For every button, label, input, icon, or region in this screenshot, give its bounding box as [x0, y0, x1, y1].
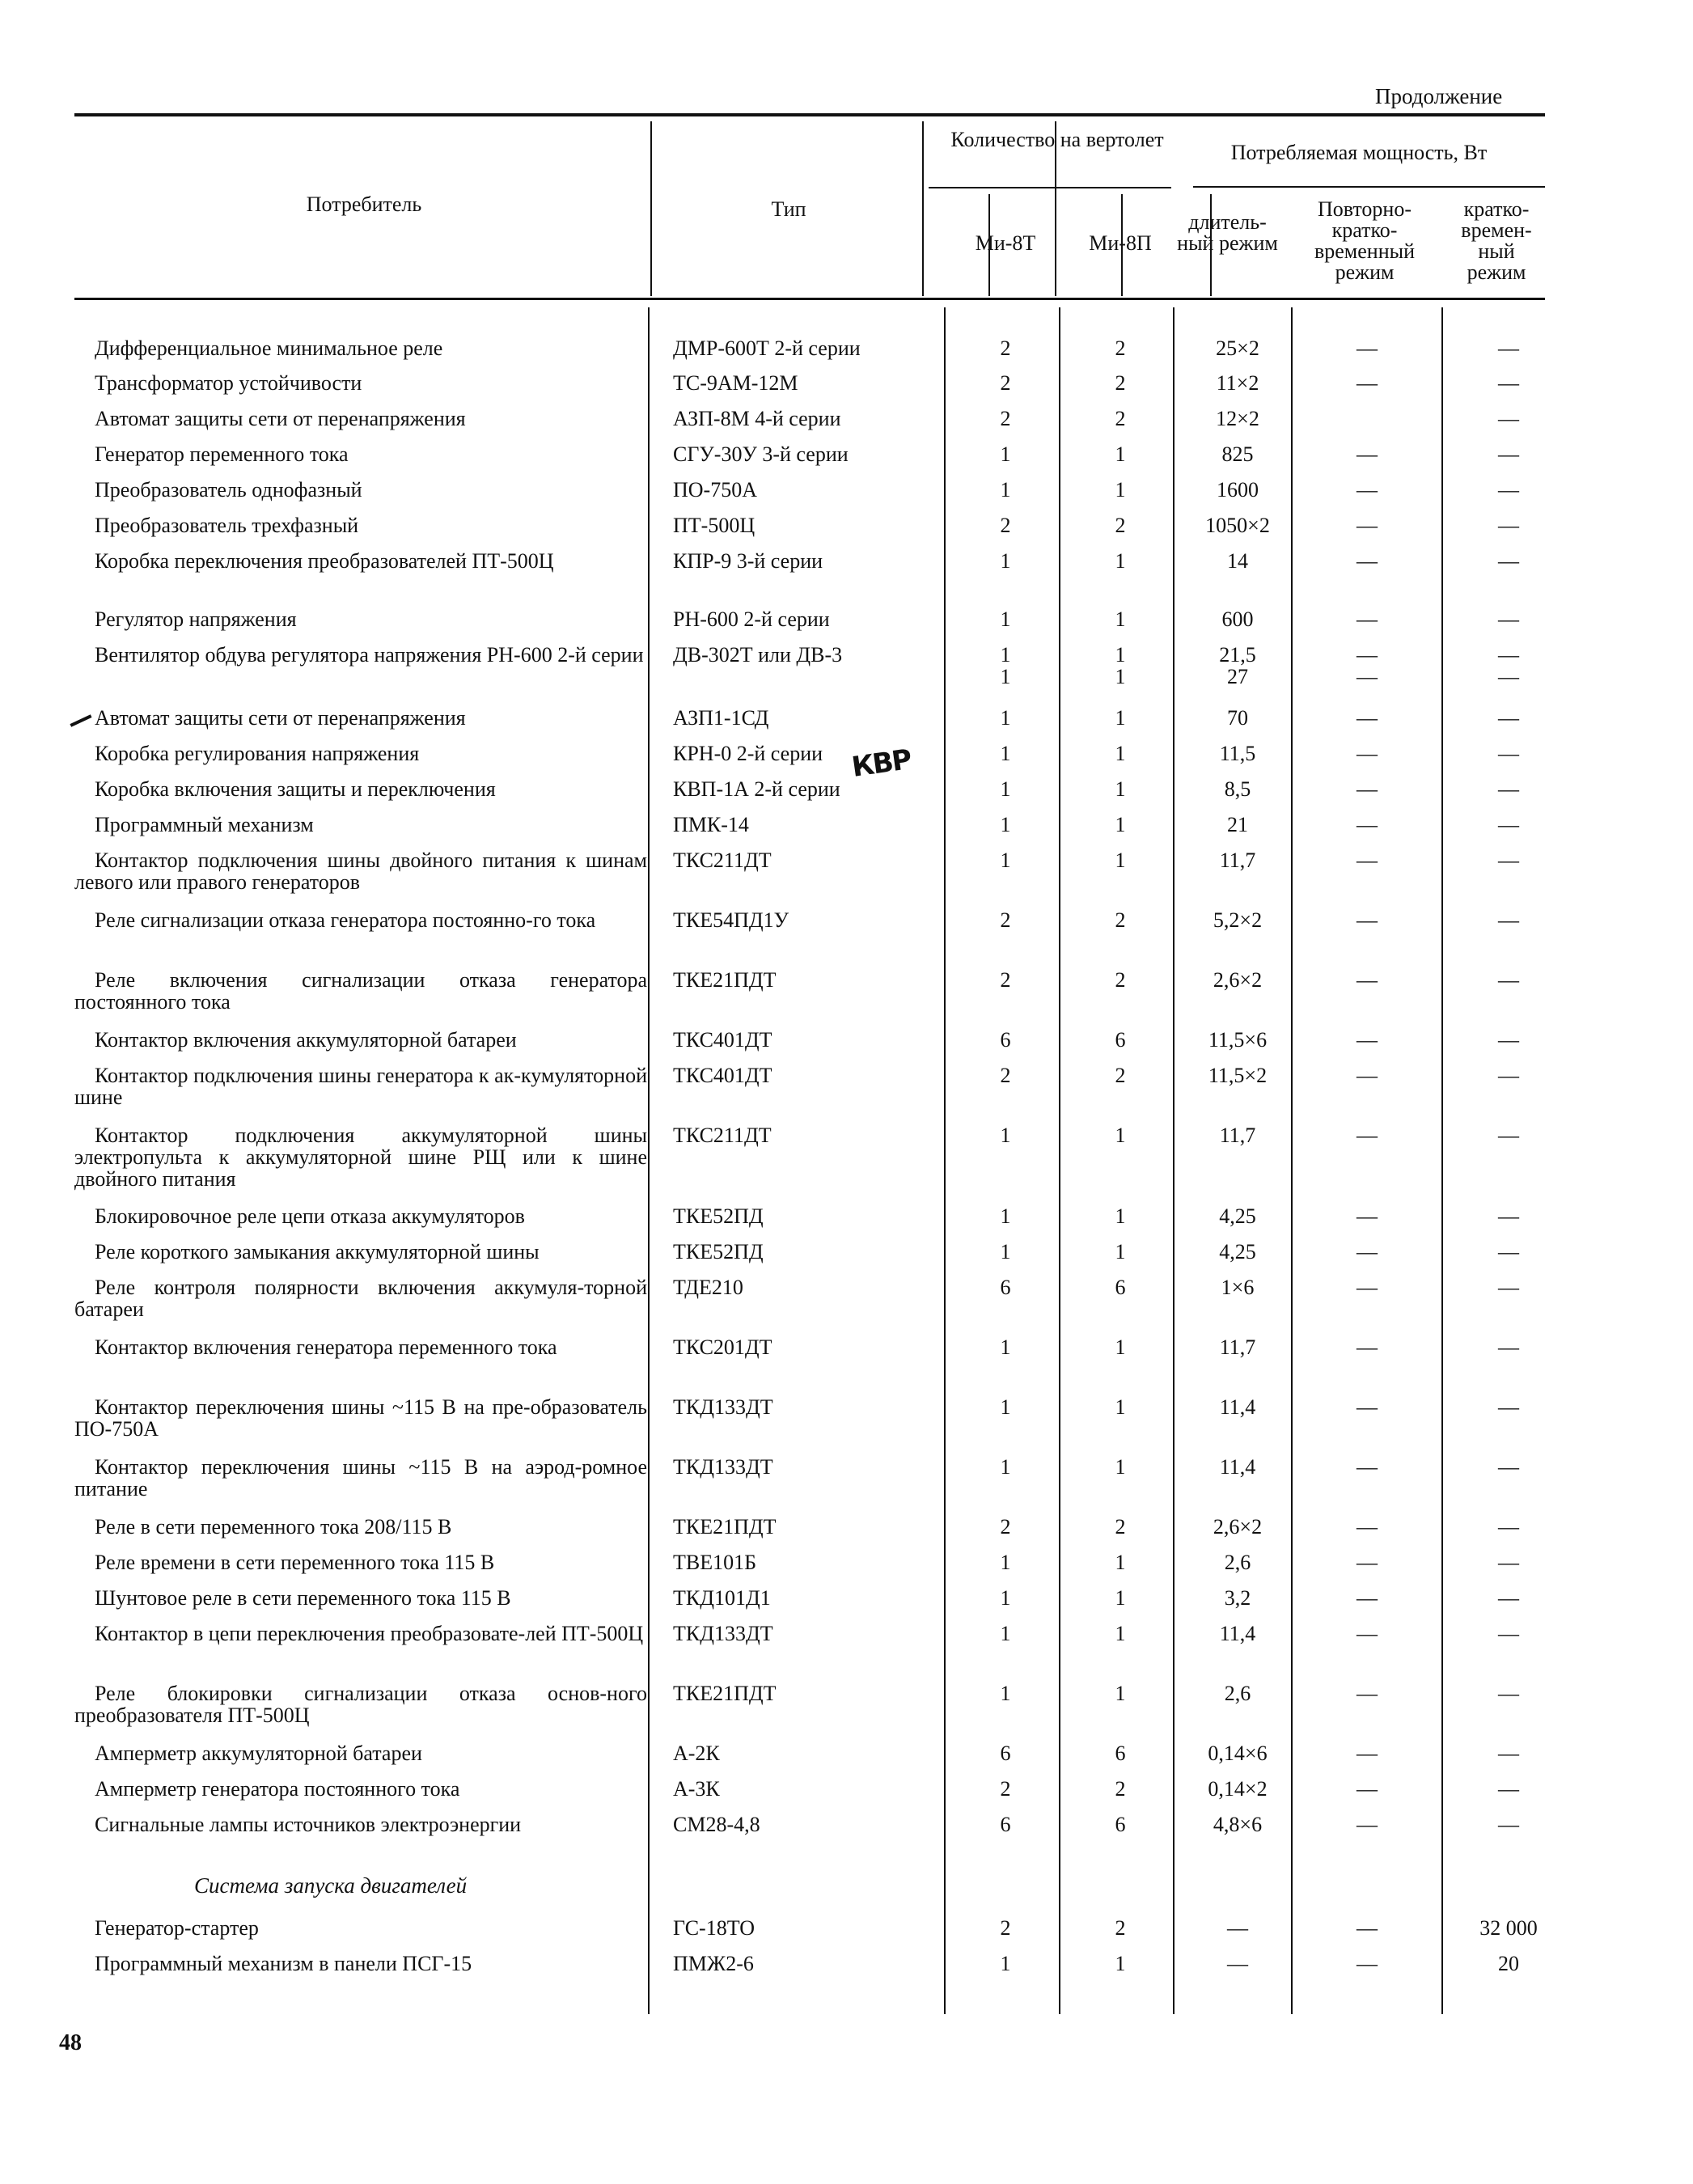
type-cell: ТКЕ52ПД	[673, 1240, 764, 1263]
table-top-rule	[74, 113, 1545, 116]
long-mode-power-cell: 11,5×2	[1208, 1064, 1268, 1087]
short-mode-power-cell: —	[1498, 1515, 1519, 1539]
short-mode-power-cell: —	[1498, 1064, 1519, 1087]
mi8p-count-cell: 1	[1115, 849, 1126, 872]
long-mode-power-cell: 2,6	[1224, 1551, 1251, 1574]
repeat-mode-power-cell: —	[1357, 1777, 1378, 1801]
long-mode-power-cell: 11,5×6	[1208, 1028, 1268, 1052]
short-mode-power-cell: —	[1498, 742, 1519, 765]
long-mode-power-cell: 4,8×6	[1213, 1813, 1263, 1836]
type-cell: ПМЖ2-6	[673, 1952, 754, 1975]
mi8t-count-cell: 1	[1000, 1240, 1011, 1263]
type-cell: ТКС211ДТ	[673, 849, 772, 872]
mi8t-count-cell: 1	[1000, 1586, 1011, 1610]
header-mi8p: Ми-8П	[1089, 231, 1152, 255]
long-mode-power-cell: —	[1227, 1952, 1248, 1975]
short-mode-power-cell: —	[1498, 407, 1519, 430]
long-mode-power-cell: 21	[1227, 813, 1248, 836]
consumer-cell: Реле в сети переменного тока 208/115 В	[95, 1515, 452, 1539]
consumer-cell: Вентилятор обдува регулятора напряжения РН-600 2-й серии	[95, 643, 644, 667]
short-mode-power-cell: —	[1498, 1335, 1519, 1359]
type-cell: ТС-9АМ-12М	[673, 371, 798, 395]
short-mode-power-cell: 20	[1498, 1952, 1519, 1975]
type-cell: ПМК-14	[673, 813, 749, 836]
type-cell: ДВ-302Т или ДВ-3	[673, 643, 843, 667]
long-mode-power-cell: 14	[1227, 549, 1248, 573]
repeat-mode-power-cell: —	[1357, 706, 1378, 730]
long-mode-power-cell: 1×6	[1221, 1276, 1255, 1299]
long-mode-power-cell: 11,4	[1219, 1395, 1256, 1419]
type-cell: ТКД133ДТ	[673, 1622, 773, 1645]
short-mode-power-cell: —	[1498, 849, 1519, 872]
long-mode-power-cell: 825	[1221, 442, 1254, 466]
long-mode-power-cell: 11,7	[1219, 1335, 1256, 1359]
short-mode-power-cell: —	[1498, 1813, 1519, 1836]
handwritten-note: КВР	[849, 743, 913, 784]
consumer-cell: Генератор-стартер	[95, 1916, 259, 1940]
mi8t-count-cell: 6	[1000, 1742, 1011, 1765]
table-header-bottom-rule	[74, 298, 1545, 300]
mi8p-count-cell: 2	[1115, 1916, 1126, 1940]
mi8p-count-cell: 2	[1115, 371, 1126, 395]
long-mode-power-cell: 11,4	[1219, 1622, 1256, 1645]
short-mode-power-cell: —	[1498, 442, 1519, 466]
long-mode-power-cell: 1050×2	[1205, 514, 1270, 537]
mi8p-count-cell: 1	[1115, 1124, 1126, 1147]
repeat-mode-power-cell: —	[1357, 1028, 1378, 1052]
mi8t-count-cell: 2	[1000, 908, 1011, 932]
repeat-mode-power-cell: —	[1357, 549, 1378, 573]
consumer-cell: Дифференциальное минимальное реле	[95, 336, 443, 360]
short-mode-power-cell: —	[1498, 908, 1519, 932]
consumer-cell: Сигнальные лампы источников электроэнергии	[95, 1813, 522, 1836]
repeat-mode-power-cell: —	[1357, 1204, 1378, 1228]
mi8t-count-cell: 1	[1000, 813, 1011, 836]
long-mode-power-cell: 11,7	[1219, 849, 1256, 872]
mi8p-count-cell: 1	[1115, 478, 1126, 502]
mi8t-count-cell: 1	[1000, 1204, 1011, 1228]
type-cell: ТКД133ДТ	[673, 1455, 773, 1479]
consumer-cell: Реле сигнализации отказа генератора постоянно-го тока	[95, 908, 596, 932]
consumer-cell: Регулятор напряжения	[95, 607, 297, 631]
repeat-mode-power-cell: —	[1357, 607, 1378, 631]
repeat-mode-power-cell: —	[1357, 1813, 1378, 1836]
short-mode-power-cell: —	[1498, 1276, 1519, 1299]
short-mode-power-cell: —	[1498, 1204, 1519, 1228]
mi8p-count-cell: 2	[1115, 968, 1126, 992]
short-mode-power-cell: —	[1498, 1622, 1519, 1645]
mi8t-count-cell: 2	[1000, 336, 1011, 360]
mi8t-count-cell: 1	[1000, 1952, 1011, 1975]
short-mode-power-cell: —	[1498, 514, 1519, 537]
mi8p-count-cell: 1	[1115, 549, 1126, 573]
mi8p-count-cell: 1	[1115, 1551, 1126, 1574]
type-cell: ТКЕ52ПД	[673, 1204, 764, 1228]
continued-label: Продолжение	[1375, 84, 1503, 108]
short-mode-power-cell: —	[1498, 1028, 1519, 1052]
consumer-cell: Коробка регулирования напряжения	[95, 742, 420, 765]
type-cell: ТКЕ54ПД1У	[673, 908, 789, 932]
consumer-cell: Контактор переключения шины ~115 В на аэрод-ромное питание	[74, 1455, 647, 1500]
mi8t-count-cell: 1 1	[1000, 643, 1011, 688]
type-cell: КРН-0 2-й серии	[673, 742, 823, 765]
long-mode-power-cell: 600	[1221, 607, 1254, 631]
header-long-mode: длитель-ный режим	[1177, 210, 1278, 255]
short-mode-power-cell: 32 000	[1479, 1916, 1538, 1940]
type-cell: РН-600 2-й серии	[673, 607, 830, 631]
mi8t-count-cell: 1	[1000, 442, 1011, 466]
mi8t-count-cell: 1	[1000, 1551, 1011, 1574]
repeat-mode-power-cell: —	[1357, 1064, 1378, 1087]
repeat-mode-power-cell: —	[1357, 1551, 1378, 1574]
type-cell: КПР-9 3-й серии	[673, 549, 823, 573]
mi8t-count-cell: 6	[1000, 1028, 1011, 1052]
repeat-mode-power-cell: —	[1357, 1916, 1378, 1940]
consumer-cell: Коробка переключения преобразователей ПТ-500Ц	[95, 549, 554, 573]
mi8p-count-cell: 1	[1115, 442, 1126, 466]
mi8t-count-cell: 2	[1000, 968, 1011, 992]
mi8t-count-cell: 1	[1000, 1395, 1011, 1419]
power-subheader-rule	[1193, 186, 1545, 188]
mi8p-count-cell: 1	[1115, 813, 1126, 836]
consumer-cell: Преобразователь трехфазный	[95, 514, 359, 537]
mi8t-count-cell: 2	[1000, 1064, 1011, 1087]
type-cell: КВП-1А 2-й серии	[673, 777, 840, 801]
mi8t-count-cell: 1	[1000, 777, 1011, 801]
consumer-cell: Реле времени в сети переменного тока 115 В	[95, 1551, 495, 1574]
header-mi8t: Ми-8Т	[975, 231, 1036, 255]
repeat-mode-power-cell: —	[1357, 1515, 1378, 1539]
long-mode-power-cell: 8,5	[1224, 777, 1251, 801]
mi8p-count-cell: 2	[1115, 336, 1126, 360]
short-mode-power-cell: —	[1498, 478, 1519, 502]
long-mode-power-cell: 2,6	[1224, 1682, 1251, 1705]
long-mode-power-cell: 21,5 27	[1219, 643, 1256, 688]
short-mode-power-cell: —	[1498, 549, 1519, 573]
short-mode-power-cell: —	[1498, 336, 1519, 360]
short-mode-power-cell: —	[1498, 1395, 1519, 1419]
mi8p-count-cell: 1	[1115, 777, 1126, 801]
mi8p-count-cell: 1	[1115, 1952, 1126, 1975]
mi8p-count-cell: 2	[1115, 1515, 1126, 1539]
consumer-cell: Контактор подключения аккумуляторной шины электропульта к аккумуляторной шине РЩ или к шине двойного питания	[74, 1124, 647, 1191]
repeat-mode-power-cell: —	[1357, 1240, 1378, 1263]
repeat-mode-power-cell: —	[1357, 1682, 1378, 1705]
mi8t-count-cell: 1	[1000, 742, 1011, 765]
repeat-mode-power-cell: —	[1357, 336, 1378, 360]
consumer-cell: Реле короткого замыкания аккумуляторной шины	[95, 1240, 540, 1263]
type-cell: ТКЕ21ПДТ	[673, 968, 777, 992]
header-quantity-group: Количество на вертолет	[950, 128, 1164, 151]
mi8p-count-cell: 1	[1115, 1240, 1126, 1263]
page-number: 48	[59, 2030, 82, 2055]
type-cell: ГС-18ТО	[673, 1916, 756, 1940]
repeat-mode-power-cell: —	[1357, 1335, 1378, 1359]
short-mode-power-cell: —	[1498, 813, 1519, 836]
consumer-cell: Программный механизм	[95, 813, 314, 836]
repeat-mode-power-cell: —	[1357, 908, 1378, 932]
repeat-mode-power-cell: —	[1357, 849, 1378, 872]
mi8t-count-cell: 2	[1000, 514, 1011, 537]
long-mode-power-cell: 0,14×2	[1208, 1777, 1268, 1801]
header-repeat-mode: Повторно-кратко-временный режим	[1314, 197, 1416, 284]
repeat-mode-power-cell: —	[1357, 1742, 1378, 1765]
header-short-mode: кратко-времен-ный режим	[1461, 197, 1532, 284]
mi8p-count-cell: 2	[1115, 1064, 1126, 1087]
consumer-cell: Автомат защиты сети от перенапряжения	[95, 706, 466, 730]
type-cell: АЗП-8М 4-й серии	[673, 407, 841, 430]
short-mode-power-cell: —	[1498, 1682, 1519, 1705]
mi8p-count-cell: 6	[1115, 1813, 1126, 1836]
long-mode-power-cell: 4,25	[1219, 1240, 1256, 1263]
type-cell: ТВЕ101Б	[673, 1551, 757, 1574]
consumer-cell: Программный механизм в панели ПСГ-15	[95, 1952, 472, 1975]
quantity-subheader-rule	[929, 187, 1171, 188]
type-cell: ТДЕ210	[673, 1276, 743, 1299]
mi8t-count-cell: 1	[1000, 607, 1011, 631]
long-mode-power-cell: 11,7	[1219, 1124, 1256, 1147]
mi8t-count-cell: 1	[1000, 1622, 1011, 1645]
consumer-cell: Контактор подключения шины генератора к ак-кумуляторной шине	[74, 1064, 647, 1109]
long-mode-power-cell: 1600	[1217, 478, 1259, 502]
repeat-mode-power-cell: —	[1357, 478, 1378, 502]
section-title: Система запуска двигателей	[194, 1873, 468, 1898]
short-mode-power-cell: —	[1498, 1124, 1519, 1147]
repeat-mode-power-cell: —	[1357, 1276, 1378, 1299]
short-mode-power-cell: —	[1498, 607, 1519, 631]
long-mode-power-cell: 12×2	[1216, 407, 1259, 430]
consumer-cell: Генератор переменного тока	[95, 442, 349, 466]
repeat-mode-power-cell: —	[1357, 1622, 1378, 1645]
mi8t-count-cell: 1	[1000, 706, 1011, 730]
long-mode-power-cell: 25×2	[1216, 336, 1259, 360]
repeat-mode-power-cell: —	[1357, 813, 1378, 836]
mi8p-count-cell: 2	[1115, 514, 1126, 537]
long-mode-power-cell: 11,4	[1219, 1455, 1256, 1479]
consumer-cell: Блокировочное реле цепи отказа аккумуляторов	[95, 1204, 525, 1228]
long-mode-power-cell: 70	[1227, 706, 1248, 730]
mi8t-count-cell: 1	[1000, 1682, 1011, 1705]
type-cell: АЗП1-1СД	[673, 706, 769, 730]
mi8t-count-cell: 2	[1000, 1515, 1011, 1539]
mi8p-count-cell: 2	[1115, 1777, 1126, 1801]
mi8p-count-cell: 1	[1115, 706, 1126, 730]
repeat-mode-power-cell: —	[1357, 442, 1378, 466]
type-cell: А-2К	[673, 1742, 720, 1765]
repeat-mode-power-cell: —	[1357, 371, 1378, 395]
long-mode-power-cell: 5,2×2	[1213, 908, 1263, 932]
long-mode-power-cell: 11×2	[1216, 371, 1259, 395]
mi8p-count-cell: 1	[1115, 1335, 1126, 1359]
type-cell: ТКЕ21ПДТ	[673, 1682, 777, 1705]
mi8t-count-cell: 1	[1000, 478, 1011, 502]
consumer-cell: Амперметр генератора постоянного тока	[95, 1777, 460, 1801]
mi8p-count-cell: 1	[1115, 1682, 1126, 1705]
long-mode-power-cell: 0,14×6	[1208, 1742, 1268, 1765]
mi8p-count-cell: 1	[1115, 1395, 1126, 1419]
consumer-cell: Реле блокировки сигнализации отказа основ-ного преобразователя ПТ-500Ц	[74, 1682, 647, 1727]
consumer-cell: Контактор включения генератора переменного тока	[95, 1335, 557, 1359]
short-mode-power-cell: —	[1498, 1240, 1519, 1263]
repeat-mode-power-cell: — —	[1357, 643, 1378, 688]
consumer-cell: Автомат защиты сети от перенапряжения	[95, 407, 466, 430]
short-mode-power-cell: —	[1498, 706, 1519, 730]
short-mode-power-cell: —	[1498, 1551, 1519, 1574]
type-cell: ТКС401ДТ	[673, 1064, 772, 1087]
short-mode-power-cell: —	[1498, 1777, 1519, 1801]
type-cell: ПО-750А	[673, 478, 757, 502]
short-mode-power-cell: —	[1498, 1586, 1519, 1610]
short-mode-power-cell: —	[1498, 777, 1519, 801]
long-mode-power-cell: 2,6×2	[1213, 968, 1263, 992]
long-mode-power-cell: 11,5	[1219, 742, 1256, 765]
mi8t-count-cell: 6	[1000, 1276, 1011, 1299]
mi8p-count-cell: 1	[1115, 1586, 1126, 1610]
mi8p-count-cell: 1 1	[1115, 643, 1126, 688]
short-mode-power-cell: —	[1498, 1742, 1519, 1765]
mi8t-count-cell: 1	[1000, 1455, 1011, 1479]
header-consumer: Потребитель	[306, 193, 422, 216]
mi8p-count-cell: 6	[1115, 1276, 1126, 1299]
header-type: Тип	[771, 197, 806, 221]
long-mode-power-cell: 3,2	[1224, 1586, 1251, 1610]
header-power-group: Потребляемая мощность, Вт	[1230, 141, 1488, 164]
mi8t-count-cell: 6	[1000, 1813, 1011, 1836]
mi8t-count-cell: 2	[1000, 371, 1011, 395]
repeat-mode-power-cell: —	[1357, 1395, 1378, 1419]
repeat-mode-power-cell: —	[1357, 742, 1378, 765]
repeat-mode-power-cell: —	[1357, 1952, 1378, 1975]
mi8p-count-cell: 1	[1115, 1455, 1126, 1479]
repeat-mode-power-cell: —	[1357, 1124, 1378, 1147]
type-cell: СГУ-30У 3-й серии	[673, 442, 849, 466]
long-mode-power-cell: —	[1227, 1916, 1248, 1940]
short-mode-power-cell: — —	[1498, 643, 1519, 688]
consumer-cell: Контактор включения аккумуляторной батареи	[95, 1028, 517, 1052]
mi8p-count-cell: 2	[1115, 908, 1126, 932]
consumer-cell: Коробка включения защиты и переключения	[95, 777, 496, 801]
type-cell: ТКЕ21ПДТ	[673, 1515, 777, 1539]
repeat-mode-power-cell: —	[1357, 1586, 1378, 1610]
mi8t-count-cell: 2	[1000, 1916, 1011, 1940]
mi8p-count-cell: 1	[1115, 1204, 1126, 1228]
type-cell: ТКД101Д1	[673, 1586, 771, 1610]
short-mode-power-cell: —	[1498, 968, 1519, 992]
type-cell: СМ28-4,8	[673, 1813, 760, 1836]
long-mode-power-cell: 4,25	[1219, 1204, 1256, 1228]
type-cell: ТКС211ДТ	[673, 1124, 772, 1147]
consumer-cell: Контактор в цепи переключения преобразовате-лей ПТ-500Ц	[95, 1622, 644, 1645]
type-cell: ПТ-500Ц	[673, 514, 756, 537]
type-cell: А-3К	[673, 1777, 720, 1801]
body-divider-short	[1441, 307, 1443, 2014]
consumer-cell: Контактор подключения шины двойного питания к шинам левого или правого генераторов	[74, 849, 647, 894]
mi8t-count-cell: 1	[1000, 1124, 1011, 1147]
mi8t-count-cell: 1	[1000, 549, 1011, 573]
consumer-cell: Трансформатор устойчивости	[95, 371, 362, 395]
mi8p-count-cell: 2	[1115, 407, 1126, 430]
mi8p-count-cell: 6	[1115, 1028, 1126, 1052]
short-mode-power-cell: —	[1498, 371, 1519, 395]
mi8t-count-cell: 1	[1000, 1335, 1011, 1359]
consumer-cell: Реле контроля полярности включения аккумуля-торной батареи	[74, 1276, 647, 1321]
consumer-cell: Амперметр аккумуляторной батареи	[95, 1742, 422, 1765]
type-cell: ТКД133ДТ	[673, 1395, 773, 1419]
mi8p-count-cell: 1	[1115, 742, 1126, 765]
short-mode-power-cell: —	[1498, 1455, 1519, 1479]
mi8p-count-cell: 1	[1115, 1622, 1126, 1645]
header-divider-quantity	[922, 121, 924, 296]
repeat-mode-power-cell: —	[1357, 777, 1378, 801]
header-divider-type	[650, 121, 652, 296]
repeat-mode-power-cell: —	[1357, 514, 1378, 537]
type-cell: ТКС401ДТ	[673, 1028, 772, 1052]
type-cell: ДМР-600Т 2-й серии	[673, 336, 861, 360]
mi8t-count-cell: 2	[1000, 1777, 1011, 1801]
long-mode-power-cell: 2,6×2	[1213, 1515, 1263, 1539]
mi8t-count-cell: 2	[1000, 407, 1011, 430]
body-divider-type	[648, 307, 650, 2014]
consumer-cell: Реле включения сигнализации отказа генератора постоянного тока	[74, 968, 647, 1014]
consumer-cell: Контактор переключения шины ~115 В на пре-образователь ПО-750А	[74, 1395, 647, 1441]
mi8p-count-cell: 1	[1115, 607, 1126, 631]
mi8p-count-cell: 6	[1115, 1742, 1126, 1765]
type-cell: ТКС201ДТ	[673, 1335, 772, 1359]
mi8t-count-cell: 1	[1000, 849, 1011, 872]
consumer-cell: Шунтовое реле в сети переменного тока 115 В	[95, 1586, 511, 1610]
consumer-cell: Преобразователь однофазный	[95, 478, 362, 502]
repeat-mode-power-cell: —	[1357, 968, 1378, 992]
repeat-mode-power-cell: —	[1357, 1455, 1378, 1479]
